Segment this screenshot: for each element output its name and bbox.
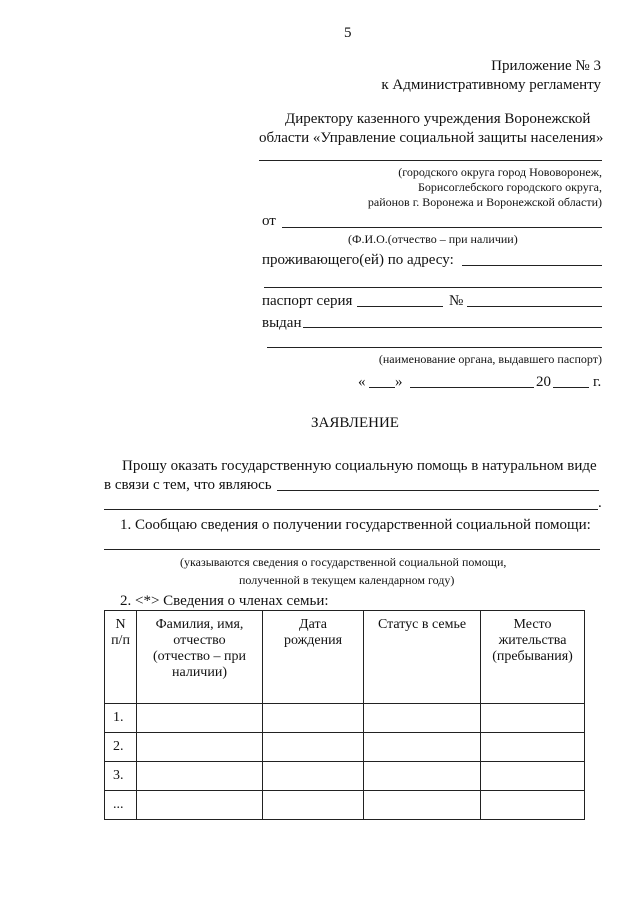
appendix-line-2: к Административному регламенту (381, 77, 601, 93)
addressee-hint-3: районов г. Воронежа и Воронежской области) (367, 195, 602, 209)
issued-blank-line-1[interactable] (303, 327, 602, 328)
date-year-prefix: 20 (536, 374, 551, 390)
item-2-text: 2. <*> Сведения о членах семьи: (120, 593, 329, 609)
fio-hint: (Ф.И.О.(отчество – при наличии) (348, 232, 518, 246)
row-number-cell: 1. (105, 704, 137, 733)
row-number-cell: 2. (105, 733, 137, 762)
issued-blank-line-2[interactable] (267, 347, 602, 348)
residence-cell[interactable] (481, 704, 585, 733)
request-line-2: в связи с тем, что являюсь (104, 477, 272, 493)
address-blank-line-2[interactable] (264, 287, 602, 288)
passport-series-label: паспорт серия (262, 293, 353, 309)
status-blank-line-2[interactable] (104, 509, 598, 510)
item-1-text: 1. Сообщаю сведения о получении государственной социальной помощи: (120, 517, 591, 533)
date-day-blank[interactable] (369, 387, 395, 388)
appendix-line-1: Приложение № 3 (491, 58, 601, 74)
full-name-cell[interactable] (137, 762, 263, 791)
issuer-hint: (наименование органа, выдавшего паспорт) (378, 352, 602, 366)
passport-number-blank[interactable] (467, 306, 602, 307)
date-year-blank[interactable] (553, 387, 589, 388)
date-month-blank[interactable] (410, 387, 534, 388)
full-name-cell[interactable] (137, 733, 263, 762)
status-blank-line-1[interactable] (277, 490, 599, 491)
family-status-cell[interactable] (364, 762, 481, 791)
family-status-cell[interactable] (364, 704, 481, 733)
residence-cell[interactable] (481, 762, 585, 791)
passport-number-label: № (449, 293, 464, 309)
table-row (105, 704, 585, 733)
row-number-cell: 3. (105, 762, 137, 791)
request-line-1: Прошу оказать государственную социальную помощь в натуральном виде (122, 458, 597, 474)
table-row (105, 791, 585, 820)
addressee-blank-line[interactable] (259, 160, 602, 161)
address-label: проживающего(ей) по адресу: (262, 252, 454, 268)
addressee-hint-1: (городского округа город Нововоронеж, (398, 165, 602, 179)
family-status-cell[interactable] (364, 733, 481, 762)
birth-date-cell[interactable] (263, 733, 364, 762)
full-name-cell[interactable] (137, 704, 263, 733)
residence-cell[interactable] (481, 733, 585, 762)
item-1-blank-line[interactable] (104, 549, 600, 550)
item-1-hint-2: полученной в текущем календарном году) (239, 573, 455, 587)
date-year-suffix: г. (593, 374, 602, 390)
address-blank-line-1[interactable] (462, 265, 602, 266)
family-members-table (104, 610, 585, 820)
birth-date-cell[interactable] (263, 762, 364, 791)
item-1-hint-1: (указываются сведения о государственной социальной помощи, (180, 555, 507, 569)
table-row (105, 762, 585, 791)
col-header-residence: Место жительства (пребывания) (481, 611, 585, 704)
page-number: 5 (344, 25, 352, 41)
col-header-family-status: Статус в семье (364, 611, 481, 704)
addressee-line-2: области «Управление социальной защиты населения» (259, 130, 604, 146)
birth-date-cell[interactable] (263, 791, 364, 820)
col-header-number: N п/п (105, 611, 137, 704)
table-row (105, 733, 585, 762)
date-close-quote: » (395, 374, 403, 390)
issued-label: выдан (262, 315, 302, 331)
addressee-hint-2: Борисоглебского городского округа, (417, 180, 602, 194)
fio-blank-line[interactable] (282, 227, 602, 228)
table-header-row (105, 611, 585, 704)
addressee-line-1: Директору казенного учреждения Воронежской (285, 111, 591, 127)
date-open-quote: « (358, 374, 366, 390)
col-header-full-name: Фамилия, имя, отчество (отчество – при наличии) (137, 611, 263, 704)
col-header-birth-date: Дата рождения (263, 611, 364, 704)
from-label: от (262, 213, 276, 229)
row-number-cell: ... (105, 791, 137, 820)
birth-date-cell[interactable] (263, 704, 364, 733)
document-title: ЗАЯВЛЕНИЕ (311, 415, 399, 431)
status-period: . (598, 495, 602, 511)
passport-series-blank[interactable] (357, 306, 443, 307)
family-status-cell[interactable] (364, 791, 481, 820)
residence-cell[interactable] (481, 791, 585, 820)
full-name-cell[interactable] (137, 791, 263, 820)
